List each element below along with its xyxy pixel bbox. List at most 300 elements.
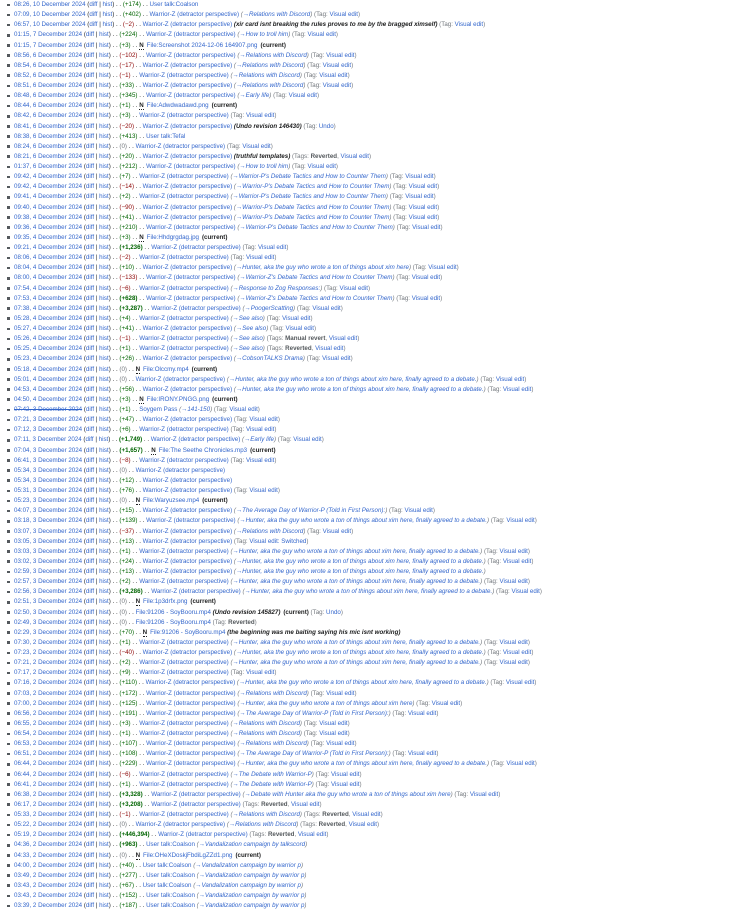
- tag-link[interactable]: Visual edit: [315, 345, 344, 353]
- tag-link[interactable]: Visual edit: [245, 254, 275, 262]
- tag-link[interactable]: Visual edit: [288, 92, 318, 100]
- hist-link[interactable]: hist: [99, 760, 109, 768]
- timestamp-link[interactable]: 09:42, 4 December 2024: [14, 183, 83, 191]
- timestamp-link[interactable]: 08:44, 6 December 2024: [14, 102, 83, 110]
- section-link[interactable]: →How to troll him: [239, 163, 289, 170]
- diff-link[interactable]: diff: [85, 709, 95, 717]
- page-link[interactable]: Warrior-Z (detractor perspective): [142, 487, 233, 494]
- page-link[interactable]: Warrior-Z (detractor perspective): [142, 507, 233, 515]
- page-link[interactable]: Warrior-Z (detractor perspective): [139, 335, 229, 343]
- section-link[interactable]: →Relations with Discord: [239, 689, 307, 697]
- timestamp-link[interactable]: 03:39, 2 December 2024: [14, 902, 83, 910]
- diff-link[interactable]: diff: [85, 223, 95, 231]
- page-link[interactable]: Warrior-Z (detractor perspective): [146, 699, 236, 707]
- section-link[interactable]: →Relations with Discord: [242, 11, 311, 19]
- tag-link[interactable]: Visual edit: [229, 406, 258, 413]
- timestamp-link[interactable]: 06:17, 2 December 2024: [14, 800, 83, 808]
- hist-link[interactable]: hist: [99, 92, 109, 100]
- timestamp-link[interactable]: 04:53, 4 December 2024: [14, 385, 83, 393]
- diff-link[interactable]: diff: [85, 456, 95, 464]
- tag-link[interactable]: Reverted: [322, 811, 349, 818]
- hist-link[interactable]: hist: [99, 740, 109, 748]
- timestamp-link[interactable]: 09:38, 4 December 2024: [14, 213, 83, 221]
- page-link[interactable]: Warrior-Z (detractor perspective): [146, 709, 236, 717]
- section-link[interactable]: →Vandalization campaign by warrior p: [195, 861, 301, 869]
- section-link[interactable]: →Hunter, aka the guy who wrote a ton of things about xim here, finally agreed to a debate.: [232, 638, 481, 646]
- tag-link[interactable]: Visual edit: [322, 61, 352, 69]
- timestamp-link[interactable]: 02:49, 3 December 2024: [14, 618, 83, 626]
- section-link[interactable]: →Hunter, aka the guy who wrote a ton of things about xim here, finally agreed to a debate.: [235, 568, 484, 575]
- tag-link[interactable]: Visual edit: [411, 294, 441, 302]
- section-link[interactable]: →Warrior-P's Debate Tactics and How to Counter Them: [232, 193, 386, 201]
- section-link[interactable]: →Hunter, aka the guy who wrote a ton of things about xim here, finally agreed to a debate.: [232, 578, 481, 586]
- page-link[interactable]: Warrior-Z (detractor perspective): [142, 21, 233, 29]
- section-link[interactable]: →Hunter, aka the guy who wrote a ton of things about xim here, finally agreed to a debate.: [235, 557, 484, 565]
- diff-link[interactable]: diff: [85, 304, 95, 312]
- page-link[interactable]: Warrior-Z (detractor perspective): [151, 244, 241, 251]
- tag-link[interactable]: Visual edit: [511, 588, 540, 596]
- section-link[interactable]: →Relations with Discord: [232, 71, 300, 79]
- page-link[interactable]: File:1p3drfx.png: [143, 598, 188, 606]
- tag-link[interactable]: Visual edit: [431, 699, 461, 707]
- section-link[interactable]: →See also: [232, 314, 263, 322]
- tag-link[interactable]: Visual edit: [352, 811, 381, 818]
- hist-link[interactable]: hist: [99, 152, 109, 160]
- timestamp-link[interactable]: 03:03, 3 December 2024: [14, 547, 83, 555]
- section-link[interactable]: →Warrior-Z's Debate Tactics and How to Counter Them: [239, 274, 393, 282]
- section-link[interactable]: →Hunter, aka the guy who wrote a ton of things about xim here, finally agreed to a debate.: [239, 517, 488, 525]
- page-link[interactable]: Warrior-Z (detractor perspective): [139, 730, 229, 737]
- page-link[interactable]: Warrior-Z (detractor perspective): [139, 770, 229, 778]
- timestamp-link[interactable]: 09:40, 4 December 2024: [14, 203, 83, 211]
- hist-link[interactable]: hist: [99, 31, 109, 39]
- section-link[interactable]: →The Average Day of Warrior-P (Told in First Person):: [239, 709, 389, 717]
- tag-link[interactable]: Visual edit: [331, 770, 360, 778]
- page-link[interactable]: User talk:Coalson: [142, 881, 192, 889]
- timestamp-link[interactable]: 02:50, 3 December 2024: [14, 608, 83, 616]
- diff-link[interactable]: diff: [85, 51, 95, 59]
- tag-link[interactable]: Visual edit: [326, 740, 355, 748]
- hist-link[interactable]: hist: [99, 902, 109, 910]
- page-link[interactable]: Warrior-Z (detractor perspective): [151, 304, 241, 312]
- page-link[interactable]: File:Screenshot 2024-12-06 164907.png: [146, 41, 258, 49]
- timestamp-link[interactable]: 06:57, 10 December 2024: [14, 21, 86, 29]
- timestamp-link[interactable]: 05:34, 3 December 2024: [14, 476, 83, 484]
- timestamp-link[interactable]: 06:44, 2 December 2024: [14, 770, 83, 778]
- tag-link[interactable]: Visual edit: [495, 375, 525, 383]
- page-link[interactable]: Warrior-Z (detractor perspective): [139, 659, 229, 667]
- diff-link[interactable]: diff: [85, 790, 95, 798]
- tag-link[interactable]: Visual edit: [242, 142, 271, 150]
- hist-link[interactable]: hist: [99, 750, 109, 758]
- page-link[interactable]: Warrior-Z (detractor perspective): [135, 466, 226, 474]
- hist-link[interactable]: hist: [99, 314, 109, 322]
- section-link[interactable]: →Hunter, aka the guy who wrote a ton of things about xim here, finally agreed to a debate.: [232, 547, 481, 555]
- hist-link[interactable]: hist: [99, 770, 109, 778]
- diff-link[interactable]: diff: [85, 92, 95, 100]
- diff-link[interactable]: diff: [85, 902, 95, 910]
- diff-link[interactable]: diff: [85, 112, 95, 120]
- page-link[interactable]: Warrior-Z (detractor perspective): [142, 537, 233, 545]
- section-link[interactable]: →Hunter, aka the guy who wrote a ton of things about xim here, finally agreed to a debate.: [235, 385, 484, 393]
- timestamp-link[interactable]: 03:43, 2 December 2024: [14, 881, 83, 889]
- diff-link[interactable]: diff: [85, 416, 95, 424]
- tag-link[interactable]: Visual edit: [319, 719, 348, 727]
- page-link[interactable]: File:91206 - SoyBooru.mp4: [135, 608, 211, 616]
- hist-link[interactable]: hist: [99, 41, 109, 49]
- timestamp-link[interactable]: 01:15, 7 December 2024: [14, 31, 83, 39]
- diff-link[interactable]: diff: [85, 61, 95, 69]
- tag-link[interactable]: Visual edit: [408, 213, 438, 221]
- section-link[interactable]: →Warrior-P's Debate Tactics and How to Counter Them: [239, 223, 393, 231]
- hist-link[interactable]: hist: [99, 588, 109, 596]
- page-link[interactable]: User talk:Tefal: [146, 132, 186, 140]
- timestamp-link[interactable]: 02:51, 3 December 2024: [14, 598, 83, 606]
- page-link[interactable]: User talk:Coalson: [149, 1, 199, 8]
- section-link[interactable]: →Relations with Discord: [228, 821, 297, 829]
- diff-link[interactable]: diff: [85, 507, 95, 515]
- diff-link[interactable]: diff: [89, 1, 98, 8]
- page-link[interactable]: Warrior-Z (detractor perspective): [142, 213, 233, 221]
- timestamp-link[interactable]: 08:41, 6 December 2024: [14, 122, 83, 130]
- diff-link[interactable]: diff: [85, 132, 95, 140]
- timestamp-link[interactable]: 08:51, 6 December 2024: [14, 82, 83, 89]
- hist-link[interactable]: hist: [99, 649, 109, 656]
- hist-link[interactable]: hist: [99, 203, 109, 211]
- diff-link[interactable]: diff: [85, 102, 95, 110]
- timestamp-link[interactable]: 09:41, 4 December 2024: [14, 193, 83, 201]
- hist-link[interactable]: hist: [99, 497, 109, 505]
- section-link[interactable]: →Response to Zog Responses:: [232, 284, 321, 292]
- section-link[interactable]: →See also: [232, 345, 263, 353]
- section-link[interactable]: →Relations with Discord: [232, 730, 300, 737]
- hist-link[interactable]: hist: [99, 304, 109, 312]
- hist-link[interactable]: hist: [99, 557, 109, 565]
- timestamp-link[interactable]: 05:28, 4 December 2024: [14, 314, 83, 322]
- page-link[interactable]: Warrior-Z (detractor perspective): [146, 750, 236, 758]
- page-link[interactable]: Warrior-Z (detractor perspective): [139, 719, 229, 727]
- timestamp-link[interactable]: 07:54, 4 December 2024: [14, 284, 83, 292]
- page-link[interactable]: Warrior-Z (detractor perspective): [139, 669, 229, 677]
- section-link[interactable]: →The Average Day of Warrior-P (Told in First Person):: [235, 507, 386, 515]
- hist-link[interactable]: hist: [99, 132, 109, 140]
- diff-link[interactable]: diff: [85, 608, 95, 616]
- diff-link[interactable]: diff: [85, 578, 95, 586]
- diff-link[interactable]: diff: [85, 142, 95, 150]
- timestamp-link[interactable]: 07:04, 3 December 2024: [14, 446, 83, 454]
- diff-link[interactable]: diff: [85, 173, 95, 181]
- hist-link[interactable]: hist: [99, 284, 109, 292]
- hist-link[interactable]: hist: [99, 800, 109, 808]
- diff-link[interactable]: diff: [85, 821, 95, 829]
- diff-link[interactable]: diff: [85, 345, 95, 353]
- diff-link[interactable]: diff: [85, 598, 95, 606]
- page-link[interactable]: Warrior-Z (detractor perspective): [146, 740, 236, 748]
- hist-link[interactable]: hist: [99, 547, 109, 555]
- section-link[interactable]: →Warrior-P's Debate Tactics and How to Counter Them: [232, 173, 386, 181]
- section-link[interactable]: →See also: [232, 335, 263, 343]
- timestamp-link[interactable]: 05:22, 2 December 2024: [14, 821, 83, 829]
- page-link[interactable]: Warrior-Z (detractor perspective): [139, 811, 229, 818]
- hist-link[interactable]: hist: [98, 436, 109, 444]
- timestamp-link[interactable]: 08:06, 4 December 2024: [14, 254, 83, 262]
- tag-link[interactable]: Visual edit: [282, 314, 311, 322]
- diff-link[interactable]: diff: [85, 325, 95, 332]
- tag-link[interactable]: Visual edit: [408, 183, 438, 191]
- tag-link[interactable]: Visual edit: [407, 709, 437, 717]
- page-link[interactable]: User talk:Coalson: [142, 861, 192, 869]
- diff-link[interactable]: diff: [85, 871, 95, 879]
- diff-link[interactable]: diff: [85, 892, 95, 899]
- section-link[interactable]: →How to troll him: [239, 31, 289, 39]
- timestamp-link[interactable]: 01:15, 7 December 2024: [14, 41, 83, 49]
- timestamp-link[interactable]: 04:33, 2 December 2024: [14, 851, 83, 859]
- tag-link[interactable]: Reverted: [261, 800, 288, 808]
- section-link[interactable]: →Hunter, aka the guy who wrote a ton of things about xim here, finally agreed to a debate.: [238, 679, 487, 687]
- diff-link[interactable]: diff: [85, 203, 95, 211]
- tag-link[interactable]: Reverted: [228, 618, 255, 626]
- timestamp-link[interactable]: 09:35, 4 December 2024: [14, 233, 83, 241]
- tag-link[interactable]: Reverted: [267, 831, 295, 839]
- timestamp-link[interactable]: 06:53, 2 December 2024: [14, 740, 83, 748]
- section-link[interactable]: →The Debate with Warrior-P: [232, 770, 312, 778]
- tag-link[interactable]: Manual revert: [285, 335, 326, 343]
- timestamp-link[interactable]: 06:44, 2 December 2024: [14, 760, 83, 768]
- timestamp-link[interactable]: 05:19, 2 December 2024: [14, 831, 83, 839]
- diff-link[interactable]: diff: [85, 254, 95, 262]
- page-link[interactable]: File:The Seethe Chronicles.mp3: [158, 446, 248, 454]
- hist-link[interactable]: hist: [99, 892, 109, 899]
- hist-link[interactable]: hist: [99, 446, 109, 454]
- diff-link[interactable]: diff: [85, 740, 95, 748]
- tag-link[interactable]: Visual edit: [499, 659, 528, 667]
- page-link[interactable]: Warrior-Z (detractor perspective): [142, 183, 233, 191]
- timestamp-link[interactable]: 05:31, 3 December 2024: [14, 487, 83, 494]
- tag-link[interactable]: Visual edit: Switched: [249, 537, 307, 545]
- hist-link[interactable]: hist: [99, 193, 109, 201]
- page-link[interactable]: Warrior-Z (detractor perspective): [139, 284, 229, 292]
- hist-link[interactable]: hist: [99, 233, 109, 241]
- tag-link[interactable]: Visual edit: [307, 163, 336, 170]
- diff-link[interactable]: diff: [85, 335, 95, 343]
- section-link[interactable]: →PoogerScatting: [244, 304, 294, 312]
- timestamp-link[interactable]: 05:33, 2 December 2024: [14, 811, 83, 818]
- timestamp-link[interactable]: 06:54, 2 December 2024: [14, 730, 83, 737]
- timestamp-link[interactable]: 08:26, 10 December 2024: [14, 1, 86, 8]
- hist-link[interactable]: hist: [99, 223, 109, 231]
- page-link[interactable]: File:Adwdwadawd.png: [146, 102, 209, 110]
- page-link[interactable]: Warrior-Z (detractor perspective): [142, 476, 233, 484]
- tag-link[interactable]: Visual edit: [326, 51, 355, 59]
- section-link[interactable]: →Relations with Discord: [239, 51, 307, 59]
- diff-link[interactable]: diff: [85, 355, 95, 363]
- hist-link[interactable]: hist: [99, 213, 109, 221]
- tag-link[interactable]: Visual edit: [331, 780, 360, 788]
- hist-link[interactable]: hist: [99, 61, 109, 69]
- hist-link[interactable]: hist: [102, 1, 113, 8]
- hist-link[interactable]: hist: [99, 476, 109, 484]
- timestamp-link[interactable]: 06:55, 2 December 2024: [14, 719, 83, 727]
- tag-link[interactable]: Visual edit: [319, 730, 348, 737]
- page-link[interactable]: User talk:Coalson: [146, 841, 195, 849]
- tag-link[interactable]: Reverted: [285, 345, 312, 353]
- page-link[interactable]: Warrior-Z (detractor perspective): [139, 173, 229, 181]
- diff-link[interactable]: diff: [85, 750, 95, 758]
- timestamp-link[interactable]: 03:18, 3 December 2024: [14, 517, 83, 525]
- page-link[interactable]: Warrior-Z (detractor perspective): [146, 51, 236, 59]
- tag-link[interactable]: Visual edit: [340, 152, 369, 160]
- section-link[interactable]: →Hunter, aka the guy who wrote a ton of things about xim here, finally agreed to a debate.: [244, 588, 493, 596]
- section-link[interactable]: →Relations with Discord: [232, 811, 300, 818]
- section-link[interactable]: →Vandalization campaign by warrior p: [198, 871, 305, 879]
- page-link[interactable]: Warrior-Z (detractor perspective): [145, 679, 236, 687]
- timestamp-link[interactable]: 04:36, 2 December 2024: [14, 841, 83, 849]
- tag-link[interactable]: Visual edit: [408, 203, 438, 211]
- tag-link[interactable]: Visual edit: [499, 547, 528, 555]
- page-link[interactable]: Warrior-Z (detractor perspective): [142, 152, 233, 160]
- diff-link[interactable]: diff: [85, 395, 95, 403]
- timestamp-link[interactable]: 07:11, 3 December 2024: [14, 436, 82, 444]
- page-link[interactable]: Warrior-Z (detractor perspective): [146, 92, 236, 100]
- hist-link[interactable]: hist: [99, 780, 109, 788]
- diff-link[interactable]: diff: [85, 122, 95, 130]
- tag-link[interactable]: Visual edit: [249, 416, 278, 424]
- tag-link[interactable]: Visual edit: [469, 790, 499, 798]
- tag-link[interactable]: Visual edit: [245, 426, 275, 434]
- hist-link[interactable]: hist: [99, 628, 109, 636]
- section-link[interactable]: →Hunter, aka the guy who wrote a ton of things about xim here: [235, 264, 409, 272]
- hist-link[interactable]: hist: [99, 821, 109, 829]
- section-link[interactable]: →Warrior-P's Debate Tactics and How to Counter Them: [235, 183, 390, 191]
- timestamp-link[interactable]: 08:24, 6 December 2024: [14, 142, 83, 150]
- hist-link[interactable]: hist: [102, 21, 113, 29]
- page-link[interactable]: Warrior-Z (detractor perspective): [142, 355, 233, 363]
- diff-link[interactable]: diff: [85, 41, 95, 49]
- section-link[interactable]: →Vandalization campaign by warrior p: [198, 892, 305, 899]
- section-link[interactable]: →Relations with Discord: [239, 740, 307, 748]
- tag-link[interactable]: Visual edit: [506, 760, 535, 768]
- timestamp-link[interactable]: 05:34, 3 December 2024: [14, 466, 83, 474]
- tag-link[interactable]: Visual edit: [245, 456, 275, 464]
- page-link[interactable]: Warrior-Z (detractor perspective): [151, 588, 241, 596]
- page-link[interactable]: Warrior-Z (detractor perspective): [135, 375, 226, 383]
- diff-link[interactable]: diff: [85, 31, 95, 39]
- diff-link[interactable]: diff: [85, 274, 95, 282]
- hist-link[interactable]: hist: [99, 527, 109, 535]
- page-link[interactable]: Warrior-Z (detractor perspective): [139, 71, 229, 79]
- section-link[interactable]: →Hunter, aka the guy who wrote a ton of things about xim here: [239, 699, 413, 707]
- diff-link[interactable]: diff: [85, 811, 95, 818]
- hist-link[interactable]: hist: [99, 466, 109, 474]
- timestamp-link[interactable]: 09:21, 4 December 2024: [14, 244, 83, 251]
- timestamp-link[interactable]: 08:42, 6 December 2024: [14, 112, 83, 120]
- page-link[interactable]: Warrior-Z (detractor perspective): [142, 649, 233, 656]
- page-link[interactable]: Warrior-Z (detractor perspective): [146, 294, 236, 302]
- section-link[interactable]: →Hunter, aka the guy who wrote a ton of things about xim here, finally agreed to a debate.: [235, 649, 484, 656]
- page-link[interactable]: Warrior-Z (detractor perspective): [146, 163, 236, 170]
- hist-link[interactable]: hist: [99, 254, 109, 262]
- timestamp-link[interactable]: 06:41, 3 December 2024: [14, 456, 83, 464]
- tag-link[interactable]: Visual edit: [322, 527, 352, 535]
- page-link[interactable]: Warrior-Z (detractor perspective): [139, 193, 229, 201]
- hist-link[interactable]: hist: [99, 598, 109, 606]
- timestamp-link[interactable]: 08:54, 6 December 2024: [14, 61, 83, 69]
- timestamp-link[interactable]: 03:43, 2 December 2024: [14, 892, 83, 899]
- page-link[interactable]: Warrior-Z (detractor perspective): [139, 578, 229, 586]
- diff-link[interactable]: diff: [85, 476, 95, 484]
- section-link[interactable]: →Early life: [244, 436, 274, 444]
- timestamp-link[interactable]: 04:50, 4 December 2024: [14, 395, 83, 403]
- hist-link[interactable]: hist: [99, 385, 109, 393]
- tag-link[interactable]: Visual edit: [404, 507, 433, 515]
- hist-link[interactable]: hist: [99, 841, 109, 849]
- tag-link[interactable]: Visual edit: [297, 831, 327, 839]
- section-link[interactable]: →Warrior-P's Debate Tactics and How to Counter Them: [235, 213, 390, 221]
- section-link[interactable]: →Hunter, aka the guy who wrote a ton of things about xim here, finally agreed to a debate.: [228, 375, 477, 383]
- timestamp-link[interactable]: 08:38, 6 December 2024: [14, 132, 83, 140]
- timestamp-link[interactable]: 04:07, 3 December 2024: [14, 507, 83, 515]
- diff-link[interactable]: diff: [85, 82, 95, 89]
- hist-link[interactable]: hist: [99, 173, 109, 181]
- timestamp-link[interactable]: 08:48, 6 December 2024: [14, 92, 83, 100]
- tag-link[interactable]: Visual edit: [502, 649, 532, 656]
- diff-link[interactable]: diff: [85, 446, 95, 454]
- hist-link[interactable]: hist: [99, 365, 109, 373]
- diff-link[interactable]: diff: [85, 193, 95, 201]
- page-link[interactable]: Warrior-Z (detractor perspective): [142, 385, 233, 393]
- diff-link[interactable]: diff: [89, 21, 98, 29]
- diff-link[interactable]: diff: [85, 881, 95, 889]
- page-link[interactable]: Warrior-Z (detractor perspective): [142, 82, 233, 89]
- tag-link[interactable]: Visual edit: [505, 679, 535, 687]
- timestamp-link[interactable]: 06:51, 2 December 2024: [14, 750, 83, 758]
- section-link[interactable]: →Relations with Discord: [235, 61, 304, 69]
- hist-link[interactable]: hist: [99, 183, 109, 191]
- timestamp-link[interactable]: 07:53, 4 December 2024: [14, 294, 83, 302]
- diff-link[interactable]: diff: [85, 233, 95, 241]
- diff-link[interactable]: diff: [85, 487, 95, 494]
- section-link[interactable]: →The Average Day of Warrior-P (Told in First Person):: [239, 750, 389, 758]
- tag-link[interactable]: Visual edit: [322, 82, 352, 89]
- hist-link[interactable]: hist: [99, 71, 109, 79]
- diff-link[interactable]: diff: [85, 385, 95, 393]
- section-link[interactable]: →See also: [235, 325, 267, 332]
- hist-link[interactable]: hist: [99, 426, 109, 434]
- hist-link[interactable]: hist: [99, 355, 109, 363]
- timestamp-link[interactable]: 07:30, 2 December 2024: [14, 638, 83, 646]
- page-link[interactable]: Warrior-Z (detractor perspective): [146, 223, 236, 231]
- diff-link[interactable]: diff: [85, 537, 95, 545]
- page-link[interactable]: Warrior-Z (detractor perspective): [150, 436, 241, 444]
- page-link[interactable]: Warrior-Z (detractor perspective): [139, 456, 229, 464]
- tag-link[interactable]: Undo: [326, 608, 341, 616]
- diff-link[interactable]: diff: [85, 547, 95, 555]
- tag-link[interactable]: Visual edit: [499, 638, 528, 646]
- hist-link[interactable]: hist: [99, 669, 109, 677]
- timestamp-link[interactable]: 03:07, 3 December 2024: [14, 527, 83, 535]
- timestamp-link[interactable]: 07:16, 2 December 2024: [14, 679, 83, 687]
- page-link[interactable]: File:OHeXDoskjFbdiLgZZd1.png: [143, 851, 233, 859]
- timestamp-link[interactable]: 05:01, 4 December 2024: [14, 375, 83, 383]
- page-link[interactable]: File:IRONY.PNGG.png: [146, 395, 210, 403]
- page-link[interactable]: Warrior-Z (detractor perspective): [142, 557, 233, 565]
- diff-link[interactable]: diff: [85, 284, 95, 292]
- hist-link[interactable]: hist: [99, 163, 109, 170]
- tag-link[interactable]: Visual edit: [326, 689, 355, 697]
- timestamp-link[interactable]: 08:21, 6 December 2024: [14, 152, 83, 160]
- timestamp-link[interactable]: 07:38, 4 December 2024: [14, 304, 83, 312]
- hist-link[interactable]: hist: [99, 507, 109, 515]
